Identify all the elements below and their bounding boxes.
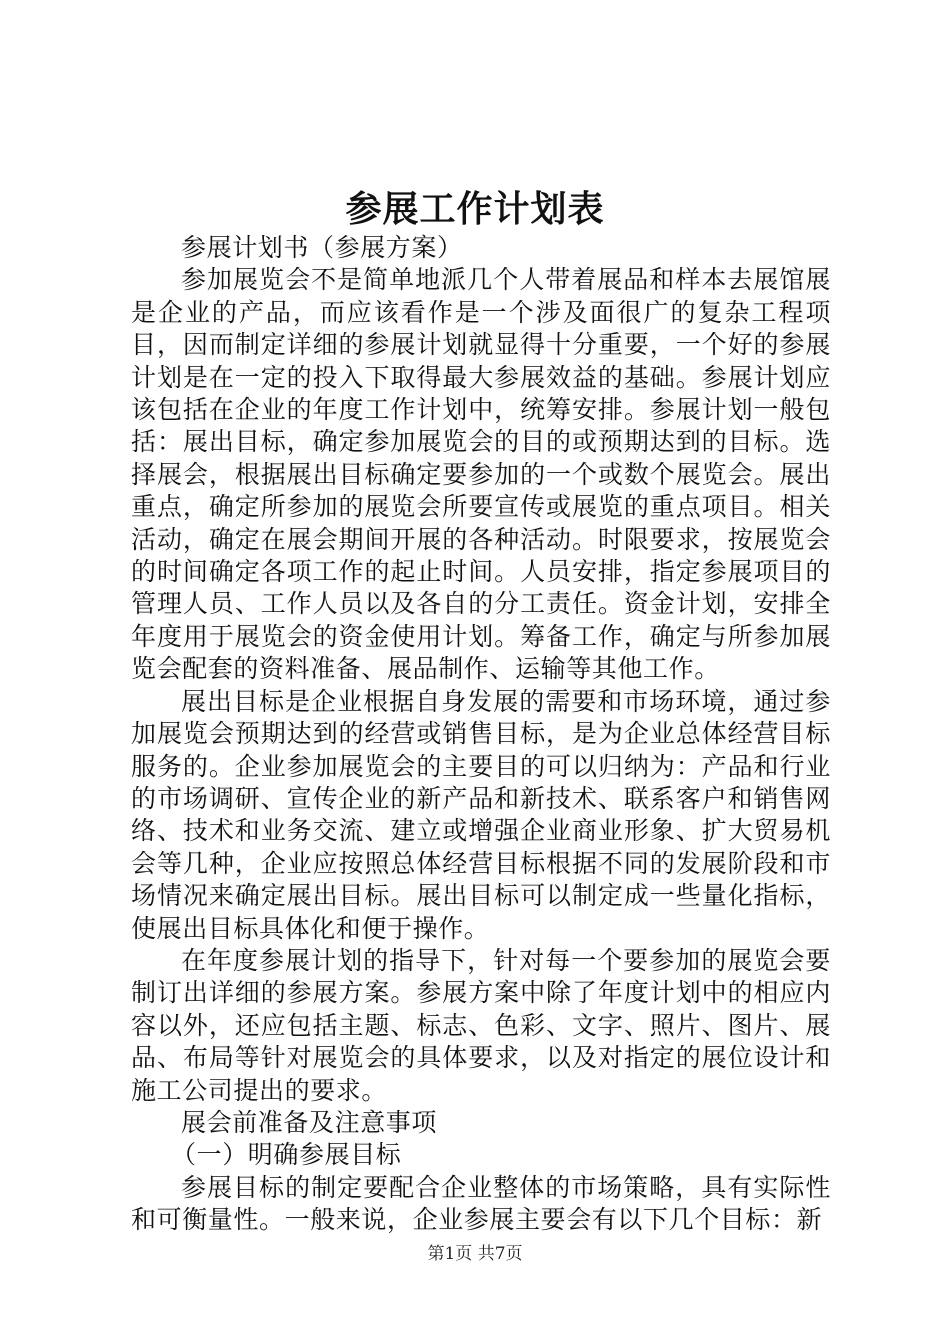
section-heading-plan: 参展计划书（参展方案） — [181, 233, 463, 262]
subsection-heading-goal: （一）明确参展目标 — [171, 1140, 402, 1170]
document-title: 参展工作计划表 — [345, 188, 605, 230]
page-footer: 第1页 共7页 — [427, 1244, 523, 1264]
document-body — [131, 232, 831, 1237]
paragraph-objectives: 展出目标是企业根据自身发展的需要和市场环境，通过参加展览会预期达到的经营或销售目标，是为企业总体经营目标服务的。企业参加展览会的主要目的可以归纳为：产品和行业的市场调研、宣传企业的新产品和新技术、联系客户和销售网络、技术和业务交流、建立或增强企业商业形象、扩大贸易机会等几种，企业应按照总体经营目标根据不同的发展阶段和市场情况来确定展出目标。展出目标可以制定成一些量化指标，使展出目标具体化和便于操作。 — [131, 686, 831, 943]
section-heading-preparation: 展会前准备及注意事项 — [181, 1107, 438, 1137]
paragraph-plan-details: 在年度参展计划的指导下，针对每一个要参加的展览会要制订出详细的参展方案。参展方案中除了年度计划中的相应内容以外，还应包括主题、标志、色彩、文字、照片、图片、展品、布局等针对展览会的具体要求，以及对指定的展位设计和施工公司提出的要求。 — [131, 945, 831, 1105]
paragraph-intro: 参加展览会不是简单地派几个人带着展品和样本去展馆展是企业的产品，而应该看作是一个涉及面很广的复杂工程项目，因而制定详细的参展计划就显得十分重要，一个好的参展计划是在一定的投入下取得最大参展效益的基础。参展计划应该包括在企业的年度工作计划中，统筹安排。参展计划一般包括：展出目标，确定参加展览会的目的或预期达到的目标。选择展会，根据展出目标确定要参加的一个或数个展览会。展出重点，确定所参加的展览会所要宣传或展览的重点项目。相关活动，确定在展会期间开展的各种活动。时限要求，按展览会的时间确定各项工作的起止时间。人员安排，指定参展项目的管理人员、工作人员以及各自的分工责任。资金计划，安排全年度用于展览会的资金使用计划。筹备工作，确定与所参加展览会配套的资料准备、展品制作、运输等其他工作。 — [131, 265, 831, 684]
paragraph-goal: 参展目标的制定要配合企业整体的市场策略，具有实际性和可衡量性。一般来说，企业参展主要会有以下几个目标：新 — [131, 1172, 831, 1235]
